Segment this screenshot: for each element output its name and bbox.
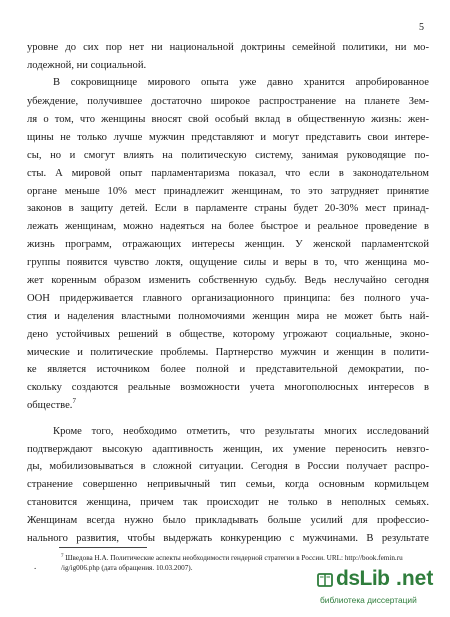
text-line: становится женщина, причем так происходит не только в неполных семьях. xyxy=(27,497,429,508)
footnote-text: Шведова Н.А. Политические аспекты необходимости гендерной стратегии в России. URL: http://book.femin.ru xyxy=(65,554,403,562)
footnote-marker: 7 xyxy=(72,398,76,405)
footnote-continuation: /ig/ig006.php (дата обращения. 10.03.2007). xyxy=(61,564,193,572)
text-line: Женщинам всегда нужно было прикладывать больше усилий для профессио- xyxy=(27,515,429,526)
text-line: лежать женщинам, можно надеяться на более быстрое и реальное проведение в xyxy=(27,221,429,232)
text-line: странение совершенно непривычный тип семьи, когда основным кормильцем xyxy=(27,479,429,490)
text-line: дено устойчивых решений в обществе, которому угрожают социальные, эконо- xyxy=(27,329,429,340)
text-line: стия и наделения властными полномочиями женщин мира не может быть най- xyxy=(27,311,429,322)
stray-mark: . xyxy=(34,561,37,571)
text-line: ООН придерживается главного организационного принципа: без полного уча- xyxy=(27,293,429,304)
text-line: нального развития, чтобы выдержать конкуренцию с мужчинами. В результате xyxy=(27,533,429,544)
text-line: ды, мобилизовываться в сложной ситуации. Сегодня в России получает распро- xyxy=(27,461,429,472)
text-line: Кроме того, необходимо отметить, что результаты многих исследований xyxy=(53,426,429,437)
text-line: жизнь программ, отражающих интересы женщин. У женской парламентской xyxy=(27,239,429,250)
footnote xyxy=(61,553,429,563)
text-line: подтверждают высокую адаптивность женщин, их умение переносить невзго- xyxy=(27,444,429,455)
footnote-divider xyxy=(59,547,147,548)
watermark-tagline: библиотека диссертаций xyxy=(320,595,417,605)
text-line: сы, но и смогут влиять на политическую систему, занимая руководящие по- xyxy=(27,150,429,161)
text-line: законов в защиту детей. Если в парламенте страны будет 20-30% мест принад- xyxy=(27,203,429,214)
text-line: сты. А мировой опыт парламентаризма показал, что если в законодательном xyxy=(27,168,429,179)
text-line: скольку создаются реальные возможности учета многополюсных интересов в xyxy=(27,382,429,393)
text-line: лодежной, ни социальной. xyxy=(27,60,147,71)
watermark-tld: .net xyxy=(396,567,434,590)
text-line: В сокровищнице мирового опыта уже давно хранится апробированное xyxy=(53,77,429,88)
dslib-watermark xyxy=(316,569,436,609)
text-line xyxy=(27,398,429,414)
text-line: группы появится чувство локтя, ощущение силы и веры в то, что женщина мо- xyxy=(27,257,429,268)
text-line: ля о том, что женщины вносят свой особый вклад в общественную жизнь: жен- xyxy=(27,114,429,125)
text-line: ке является источником более полной и представительной демократии, по- xyxy=(27,364,429,375)
text-line: щины не только лучше мужчин представляют и могут представить свои интере- xyxy=(27,132,429,143)
page-number: 5 xyxy=(419,22,424,33)
text-line: органе меньше 10% мест принадлежит женщинам, то это затрудняет принятие xyxy=(27,186,429,197)
text-line: уровне до сих пор нет ни национальной доктрины семейной политики, ни мо- xyxy=(27,42,429,53)
text-line: мические и политические проблемы. Партнерство мужчин и женщин в полити- xyxy=(27,347,429,358)
footnote-number: 7 xyxy=(61,554,64,559)
book-icon xyxy=(316,571,334,589)
text-line: убеждение, получившее достаточно широкое распространение на планете Зем- xyxy=(27,96,429,107)
watermark-brand: dsLib xyxy=(336,567,390,590)
text-line: жет коренным образом изменить собственную судьбу. Ведь неслучайно сегодня xyxy=(27,275,429,286)
text-line-content: обществе. xyxy=(27,400,73,411)
